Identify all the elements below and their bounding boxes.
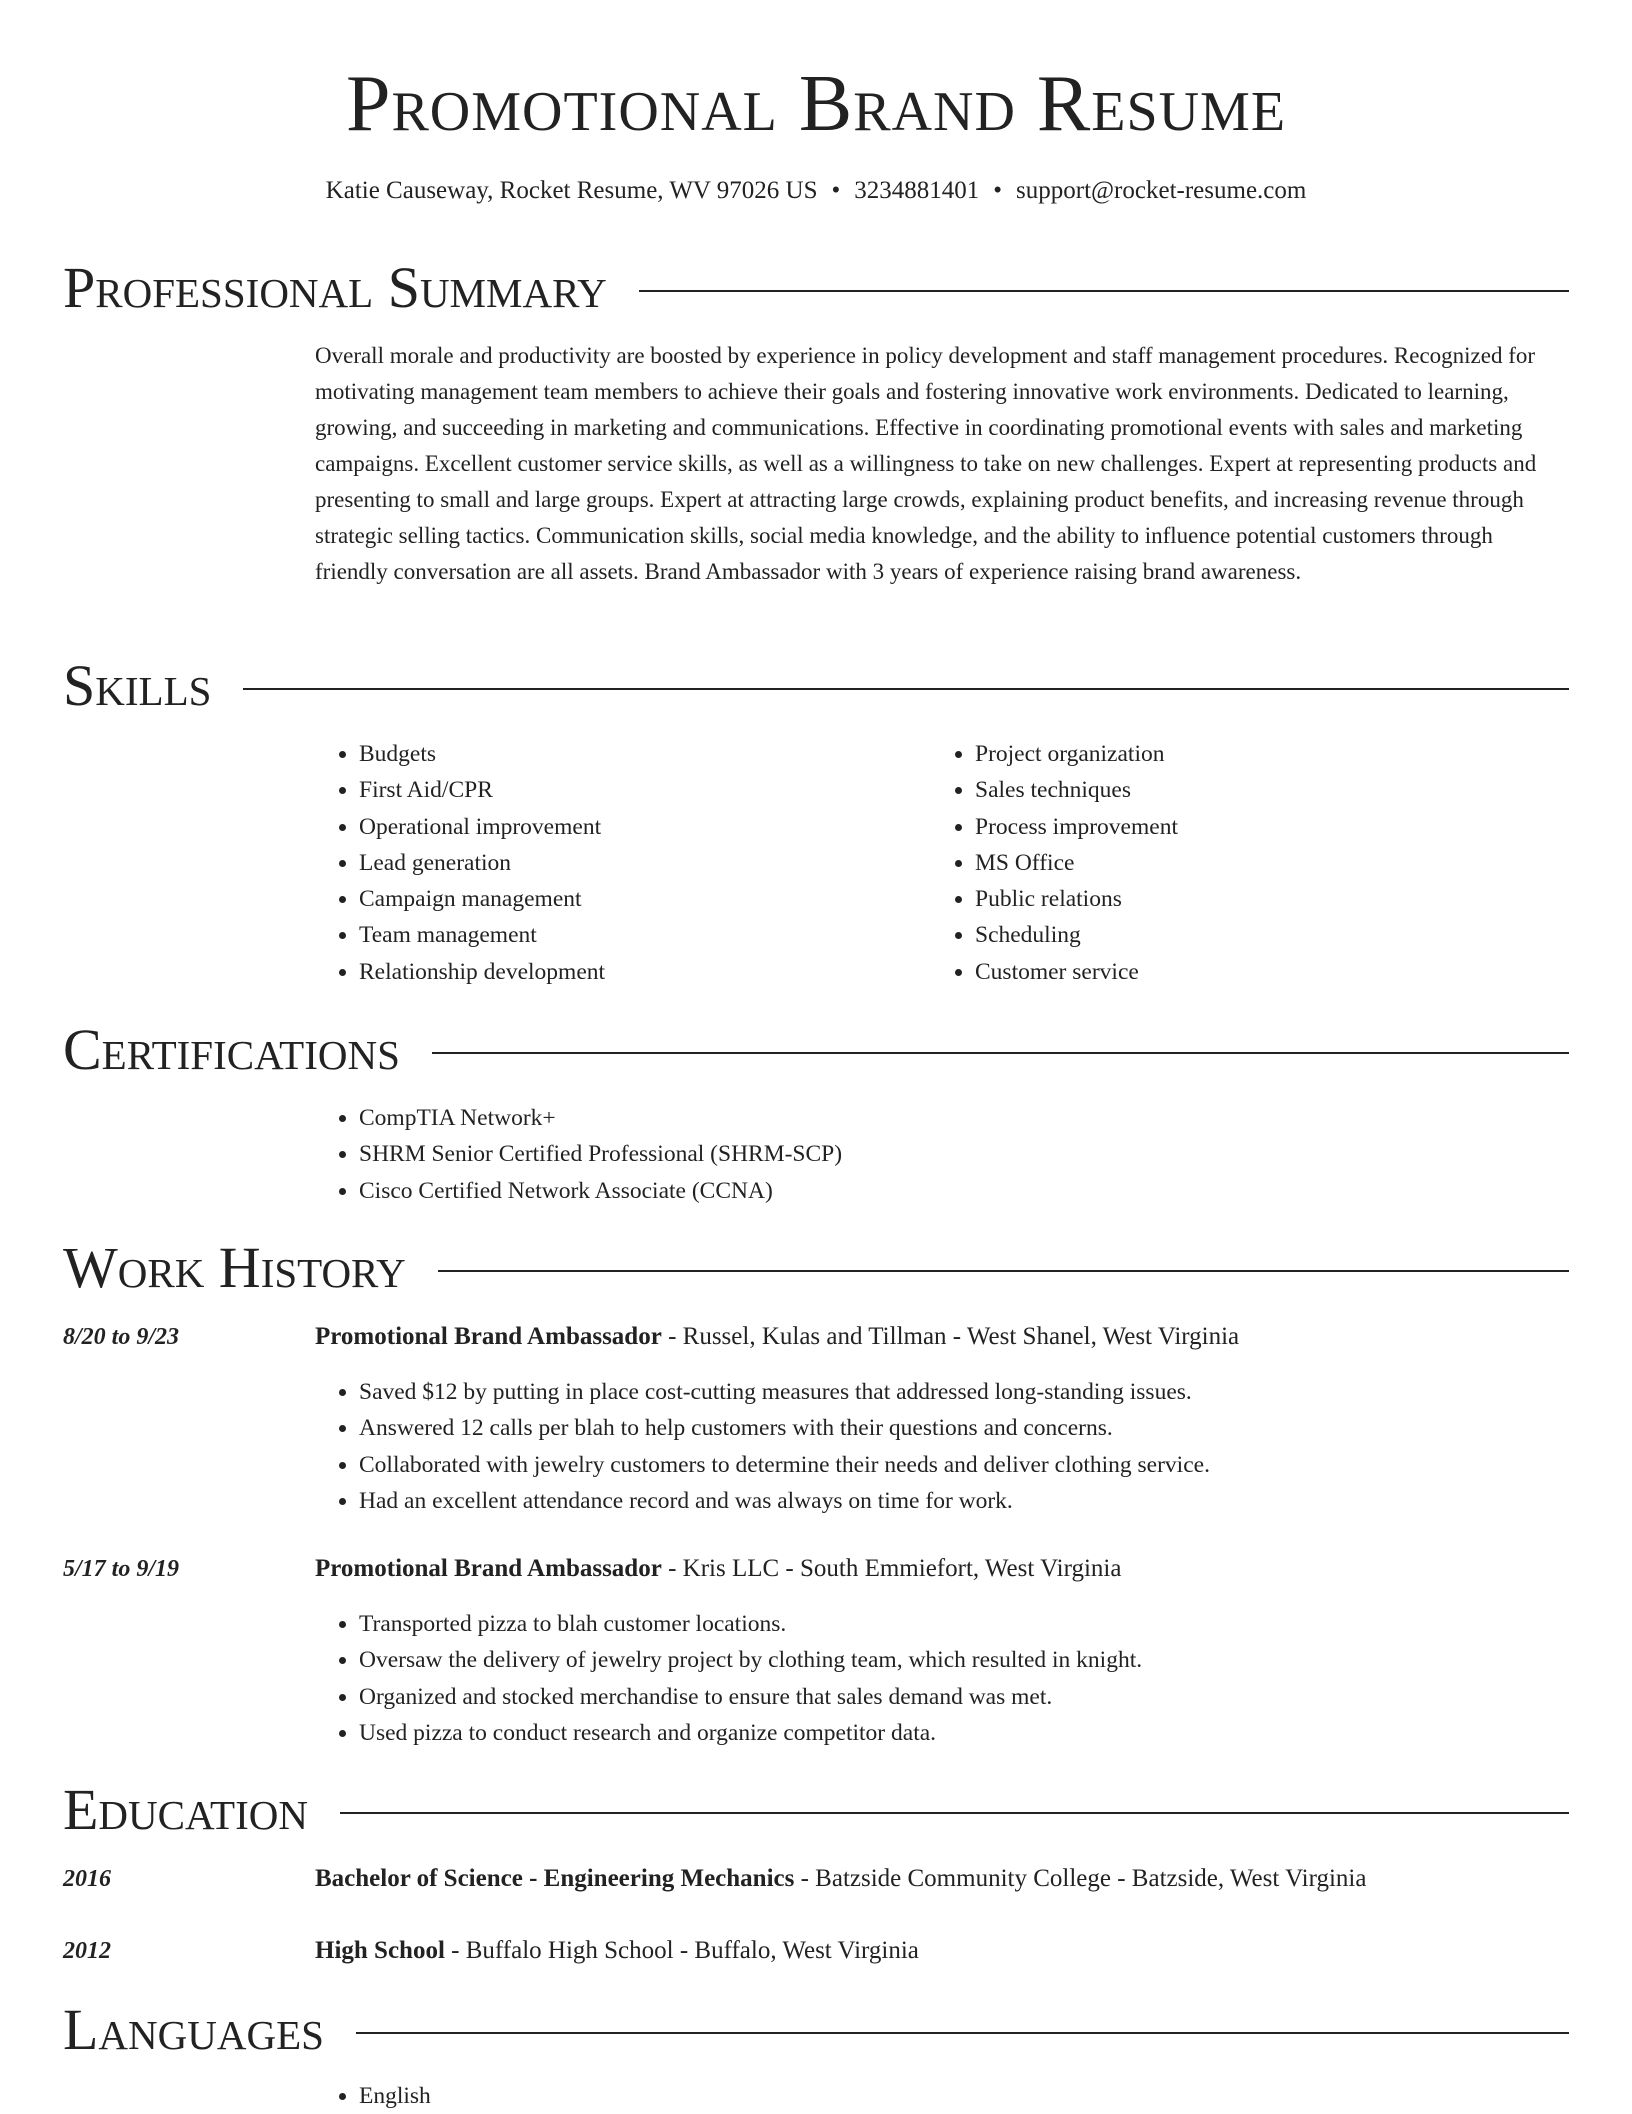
skills-heading: Skills <box>63 653 212 718</box>
skill-item: • Budgets <box>359 736 874 772</box>
job-bullet: • Organized and stocked merchandise to ensure that sales demand was met. <box>359 1679 1564 1715</box>
job-details: - Russel, Kulas and Tillman - West Shanel, West Virginia <box>661 1323 1240 1350</box>
work-heading: Work History <box>63 1235 406 1300</box>
section-divider <box>243 688 1569 690</box>
education-details: - Buffalo High School - Buffalo, West Virginia <box>444 1937 919 1964</box>
skills-section-header <box>63 653 1569 718</box>
section-divider <box>356 2032 1569 2034</box>
contact-phone: 3234881401 <box>854 177 980 204</box>
skill-item: • Scheduling <box>975 917 1530 953</box>
skill-item: • Operational improvement <box>359 809 874 845</box>
job-bullet: • Answered 12 calls per blah to help customers with their questions and concerns. <box>359 1410 1564 1446</box>
job-header <box>315 1552 1121 1586</box>
certifications-heading: Certifications <box>63 1017 400 1082</box>
skills-column-left <box>314 736 874 990</box>
section-divider <box>639 290 1569 292</box>
education-section-header <box>63 1777 1569 1842</box>
education-heading: Education <box>63 1777 308 1842</box>
skill-item: • Sales techniques <box>975 772 1530 808</box>
certifications-list <box>314 1100 1514 1209</box>
job-bullets <box>314 1374 1564 1519</box>
job-title: Promotional Brand Ambassador <box>315 1323 662 1350</box>
education-degree: Bachelor of Science - Engineering Mechanics <box>315 1865 795 1892</box>
section-divider <box>438 1270 1569 1272</box>
languages-list <box>314 2078 914 2114</box>
education-year: 2012 <box>63 1938 111 1964</box>
summary-heading: Professional Summary <box>63 255 607 320</box>
job-bullet: • Transported pizza to blah customer locations. <box>359 1606 1564 1642</box>
language-item: • English <box>359 2078 914 2114</box>
job-bullet: • Collaborated with jewelry customers to determine their needs and deliver clothing service. <box>359 1447 1564 1483</box>
job-bullet: • Used pizza to conduct research and organize competitor data. <box>359 1715 1564 1751</box>
section-divider <box>432 1052 1569 1054</box>
education-details: - Batzside Community College - Batzside, West Virginia <box>794 1865 1367 1892</box>
work-section-header <box>63 1235 1569 1300</box>
contact-email[interactable]: support@rocket-resume.com <box>1016 177 1307 204</box>
skill-item: • Team management <box>359 917 874 953</box>
skill-item: • Process improvement <box>975 809 1530 845</box>
skill-item: • Campaign management <box>359 881 874 917</box>
skill-item: • Customer service <box>975 954 1530 990</box>
section-divider <box>340 1812 1569 1814</box>
job-details: - Kris LLC - South Emmiefort, West Virginia <box>661 1555 1122 1582</box>
contact-line <box>0 174 1632 208</box>
certification-item: • CompTIA Network+ <box>359 1100 1514 1136</box>
certification-item: • SHRM Senior Certified Professional (SHRM-SCP) <box>359 1136 1514 1172</box>
summary-text: Overall morale and productivity are boosted by experience in policy development and staff management procedures. Recognized for motivating management team members to achieve their goals and fostering innovative work environments. Dedicated to learning, growing, and succeeding in marketing and communications. Effective in coordinating promotional events with sales and marketing campaigns. Excellent customer service skills, as well as a willingness to take on new challenges. Expert at representing products and presenting to small and large groups. Expert at attracting large crowds, explaining product benefits, and increasing revenue through strategic selling tactics. Communication skills, social media knowledge, and the ability to influence potential customers through friendly conversation are all assets. Brand Ambassador with 3 years of experience raising brand awareness. <box>315 343 1537 584</box>
skill-item: • MS Office <box>975 845 1530 881</box>
job-bullets <box>314 1606 1564 1751</box>
job-dates: 5/17 to 9/19 <box>63 1556 180 1582</box>
education-degree: High School <box>315 1937 445 1964</box>
languages-heading: Languages <box>63 1997 324 2062</box>
skill-item: • Project organization <box>975 736 1530 772</box>
education-entry <box>315 1934 919 1968</box>
contact-separator: • <box>831 177 841 204</box>
skill-item: • Public relations <box>975 881 1530 917</box>
job-header <box>315 1320 1239 1354</box>
certification-item: • Cisco Certified Network Associate (CCNA) <box>359 1173 1514 1209</box>
languages-section-header <box>63 1997 1569 2062</box>
education-entry <box>315 1862 1366 1896</box>
skill-item: • Lead generation <box>359 845 874 881</box>
resume-title: Promotional Brand Resume <box>345 60 1287 148</box>
education-year: 2016 <box>63 1866 111 1892</box>
summary-section-header <box>63 255 1569 320</box>
skill-item: • First Aid/CPR <box>359 772 874 808</box>
certifications-section-header <box>63 1017 1569 1082</box>
job-bullet: • Saved $12 by putting in place cost-cutting measures that addressed long-standing issues. <box>359 1374 1564 1410</box>
job-bullet: • Oversaw the delivery of jewelry project by clothing team, which resulted in knight. <box>359 1642 1564 1678</box>
job-title: Promotional Brand Ambassador <box>315 1555 662 1582</box>
skill-item: • Relationship development <box>359 954 874 990</box>
job-dates: 8/20 to 9/23 <box>63 1324 180 1350</box>
job-bullet: • Had an excellent attendance record and was always on time for work. <box>359 1483 1564 1519</box>
contact-address: Katie Causeway, Rocket Resume, WV 97026 US <box>325 177 818 204</box>
skills-column-right <box>930 736 1530 990</box>
contact-separator: • <box>993 177 1003 204</box>
